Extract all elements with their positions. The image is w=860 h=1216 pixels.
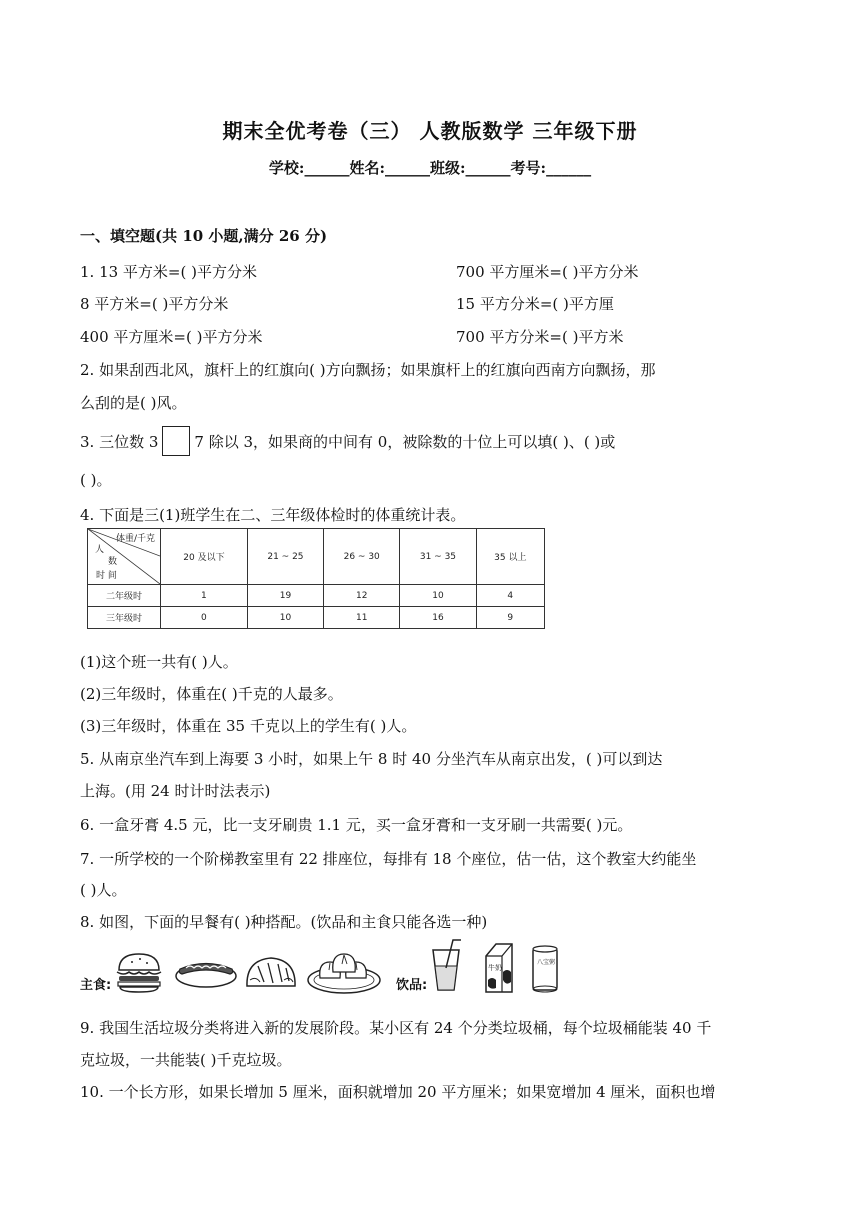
row-label: 三年级时 <box>88 607 161 629</box>
q9-line2: 克垃圾，一共能装( )千克垃圾。 <box>80 1051 292 1069</box>
q4-sub1: (1)这个班一共有( )人。 <box>80 653 238 671</box>
table-cell: 12 <box>324 585 400 607</box>
drink-label: 饮品: <box>396 978 428 993</box>
table-cell: 19 <box>247 585 323 607</box>
corner-label-time: 时 间 <box>96 571 117 581</box>
hamburger-icon <box>114 950 164 994</box>
column-header: 20 及以下 <box>161 529 248 585</box>
q7-line1: 7. 一所学校的一个阶梯教室里有 22 排座位，每排有 18 个座位，估一估，这个教室大约能坐 <box>80 850 697 868</box>
q3-suffix: 7 除以 3，如果商的中间有 0，被除数的十位上可以填( )、( )或 <box>194 433 616 451</box>
corner-label-weight: 体重/千克 <box>116 534 156 544</box>
table-row <box>88 607 545 629</box>
q4-sub2: (2)三年级时，体重在( )千克的人最多。 <box>80 685 343 703</box>
table-cell: 4 <box>476 585 544 607</box>
weight-statistics-table <box>87 528 545 629</box>
column-header: 31 ~ 35 <box>400 529 476 585</box>
q1-item-b: 700 平方厘米=( )平方分米 <box>456 263 639 281</box>
table-corner-header <box>88 529 161 585</box>
porridge-can-text: 八宝粥 <box>537 959 556 966</box>
q1-item-a: 1. 13 平方米=( )平方分米 <box>80 263 257 281</box>
q4-intro: 4. 下面是三(1)班学生在二、三年级体检时的体重统计表。 <box>80 506 466 524</box>
column-header: 26 ~ 30 <box>324 529 400 585</box>
q2-line2: 么刮的是( )风。 <box>80 394 187 412</box>
corner-label-people-1: 人 <box>95 545 105 555</box>
milk-carton-icon <box>482 942 516 994</box>
juice-glass-icon <box>428 938 464 994</box>
q6-line1: 6. 一盒牙膏 4.5 元，比一支牙刷贵 1.1 元，买一盒牙膏和一支牙刷一共需要( )元。 <box>80 816 633 834</box>
bread-loaf-icon <box>244 952 298 992</box>
q1-item-c: 8 平方米=( )平方分米 <box>80 295 229 313</box>
digit-blank-box <box>162 426 190 456</box>
milk-carton-text: 牛奶 <box>488 964 502 972</box>
q8-line1: 8. 如图，下面的早餐有( )种搭配。(饮品和主食只能各选一种) <box>80 913 488 931</box>
table-cell: 9 <box>476 607 544 629</box>
q7-line2: ( )人。 <box>80 881 127 899</box>
table-cell: 10 <box>247 607 323 629</box>
hot-dog-icon <box>174 954 238 990</box>
row-label: 二年级时 <box>88 585 161 607</box>
q2-line1: 2. 如果刮西北风，旗杆上的红旗向( )方向飘扬；如果旗杆上的红旗向西南方向飘扬，那 <box>80 361 656 379</box>
table-cell: 1 <box>161 585 248 607</box>
page-title: 期末全优考卷（三） 人教版数学 三年级下册 <box>222 119 638 143</box>
q3-line2: ( )。 <box>80 471 112 489</box>
q10-line1: 10. 一个长方形，如果长增加 5 厘米，面积就增加 20 平方厘米；如果宽增加 4 厘米，面积也增 <box>80 1083 716 1101</box>
q9-line1: 9. 我国生活垃圾分类将进入新的发展阶段。某小区有 24 个分类垃圾桶，每个垃圾桶能装 40 千 <box>80 1019 712 1037</box>
table-cell: 16 <box>400 607 476 629</box>
table-row <box>88 585 545 607</box>
breakfast-figure <box>80 938 560 1000</box>
q1-item-e: 400 平方厘米=( )平方分米 <box>80 328 263 346</box>
q4-sub3: (3)三年级时，体重在 35 千克以上的学生有( )人。 <box>80 717 417 735</box>
column-header: 21 ~ 25 <box>247 529 323 585</box>
q5-line1: 5. 从南京坐汽车到上海要 3 小时，如果上午 8 时 40 分坐汽车从南京出发，( )可以到达 <box>80 750 663 768</box>
student-info-fields: 学校:______姓名:______班级:______考号:______ <box>268 159 592 177</box>
q1-item-d: 15 平方分米=( )平方厘 <box>456 295 614 313</box>
table-cell: 10 <box>400 585 476 607</box>
section-heading: 一、填空题(共 10 小题,满分 26 分) <box>80 227 328 245</box>
food-label: 主食: <box>80 978 112 993</box>
q3-line1 <box>80 428 615 458</box>
q3-prefix: 3. 三位数 3 <box>80 433 159 451</box>
q5-line2: 上海。(用 24 时计时法表示) <box>80 782 271 800</box>
table-cell: 0 <box>161 607 248 629</box>
corner-label-people-2: 数 <box>108 557 118 567</box>
steamed-buns-plate-icon <box>306 946 382 996</box>
column-header: 35 以上 <box>476 529 544 585</box>
table-cell: 11 <box>324 607 400 629</box>
q1-item-f: 700 平方分米=( )平方米 <box>456 328 624 346</box>
porridge-can-icon <box>530 944 560 994</box>
